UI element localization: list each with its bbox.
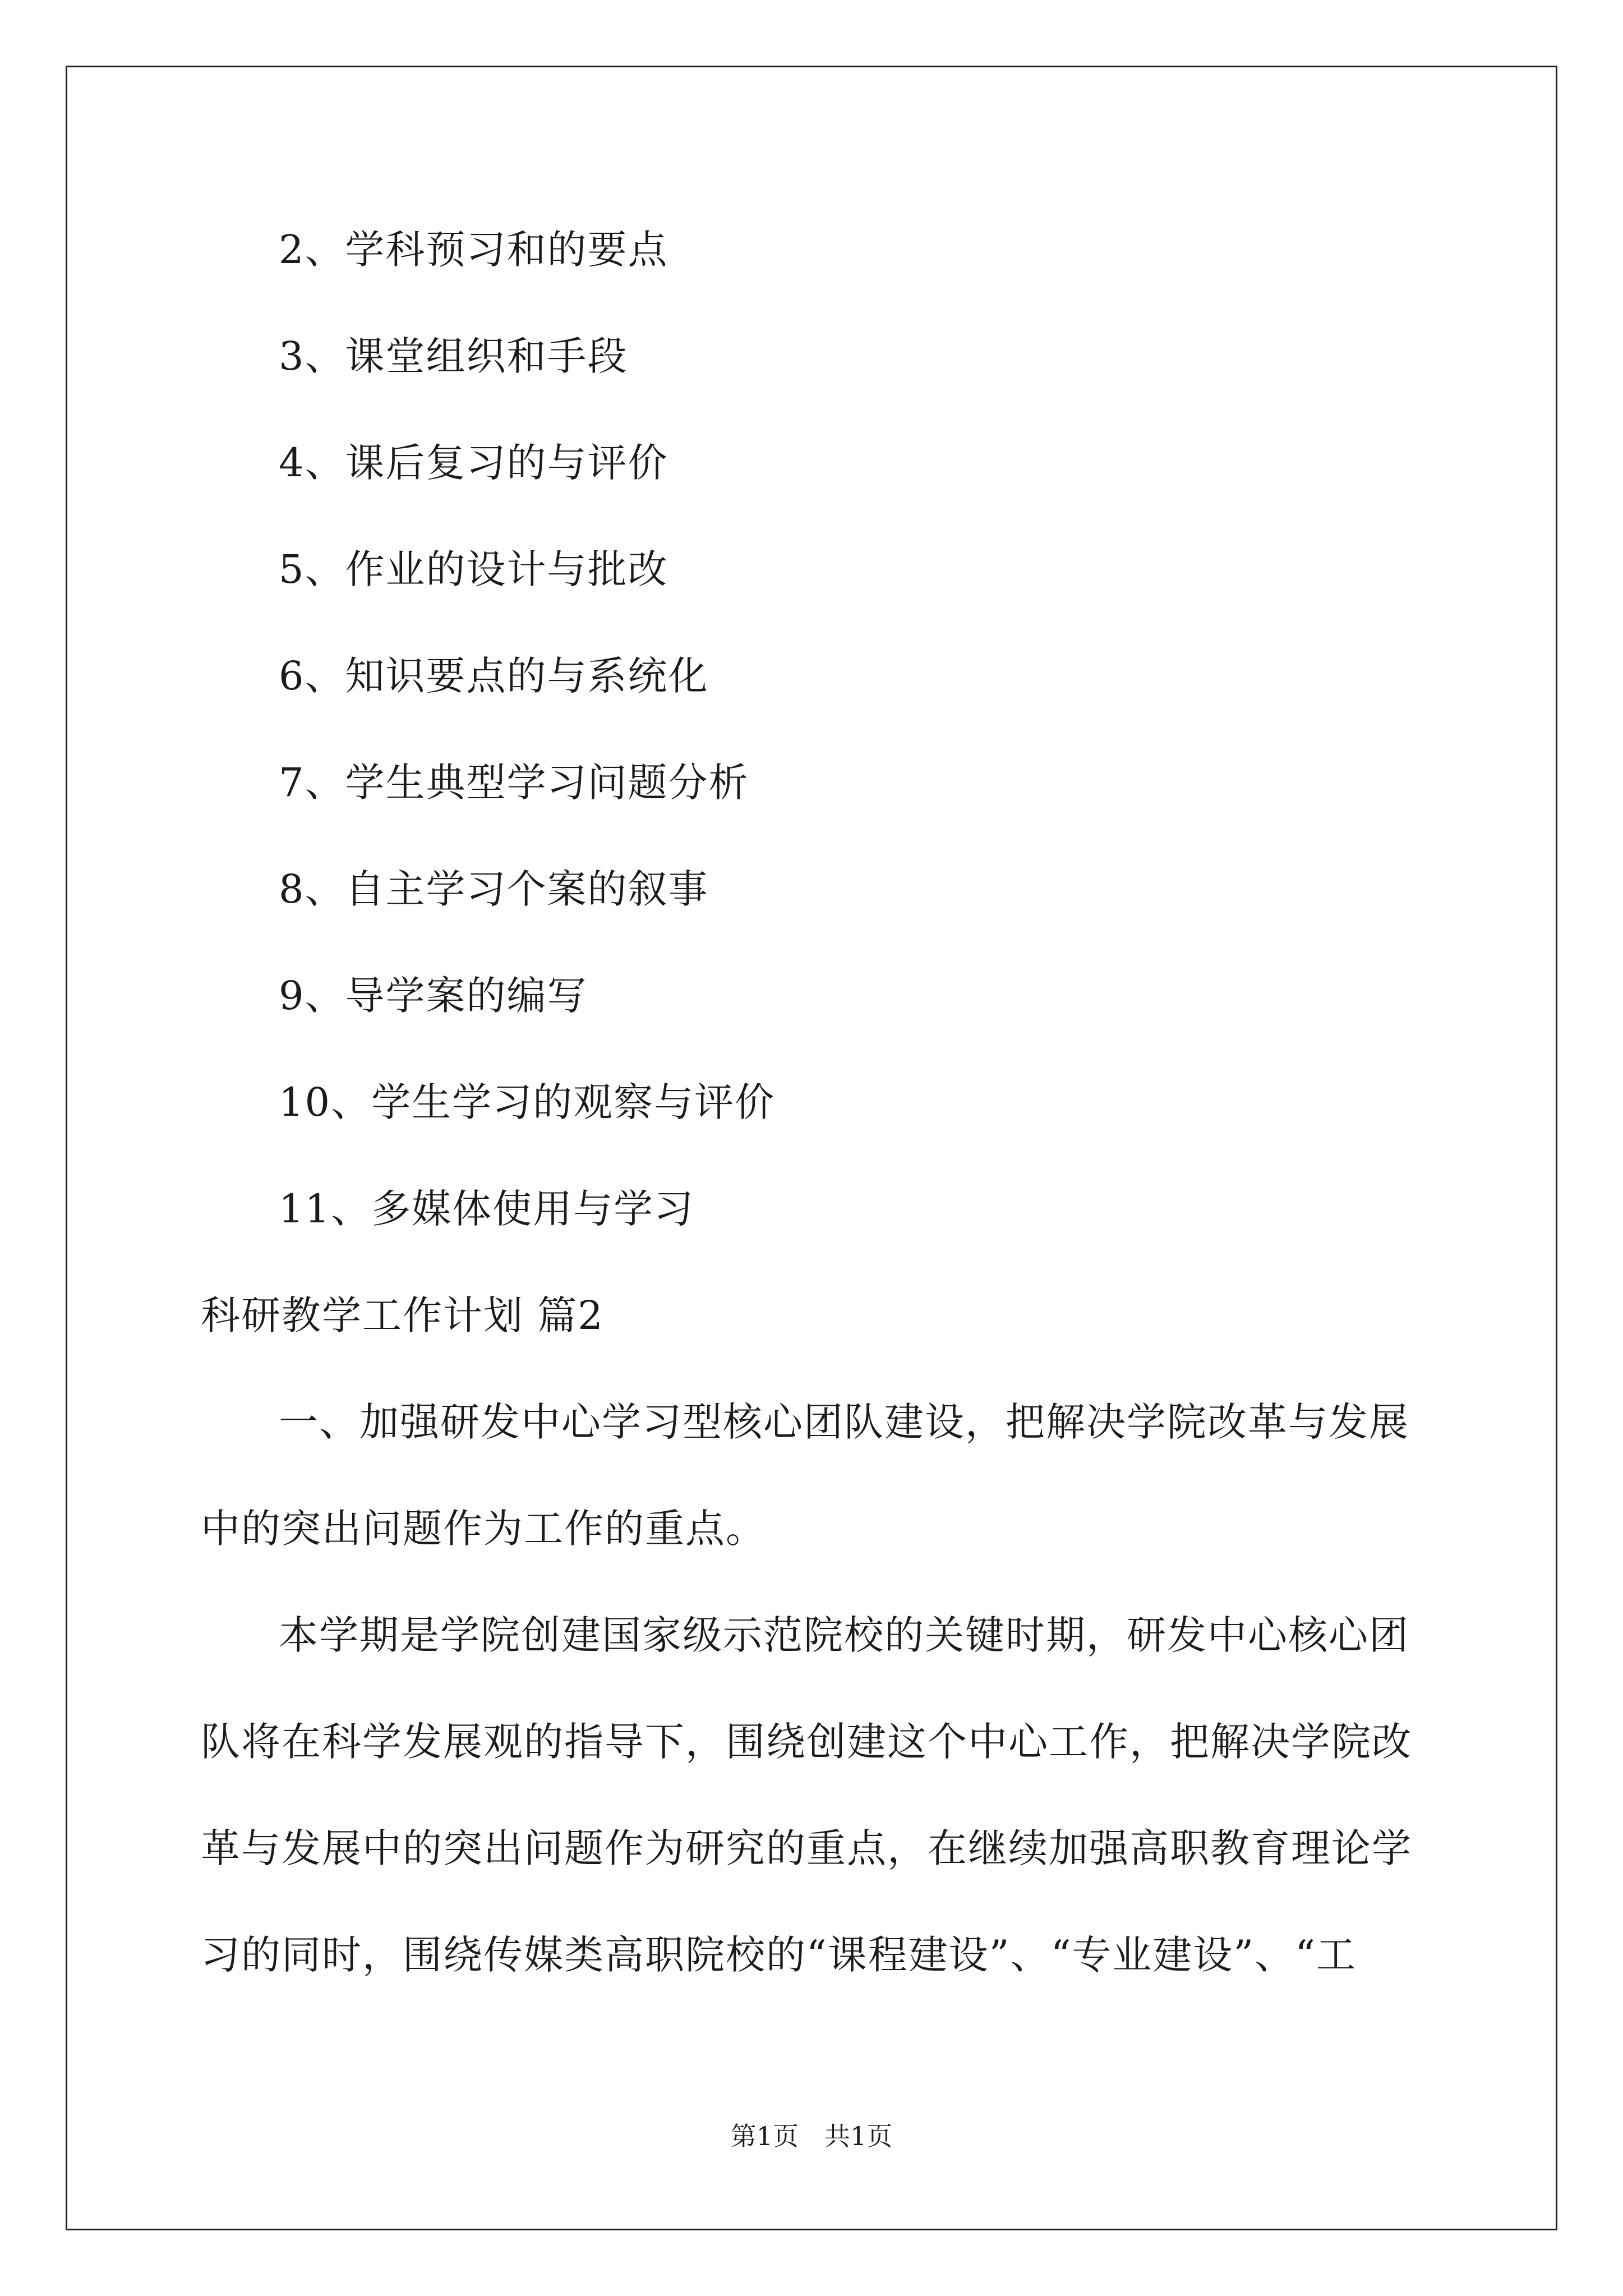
- paragraph-line: 习的同时，围绕传媒类高职院校的“课程建设”、“专业建设”、“工: [201, 1932, 1357, 1978]
- list-item: 8、自主学习个案的叙事: [279, 866, 709, 912]
- list-item: 6、知识要点的与系统化: [279, 653, 709, 699]
- paragraph-line: 本学期是学院创建国家级示范院校的关键时期，研发中心核心团: [279, 1612, 1409, 1658]
- page-border: [66, 66, 1557, 2230]
- list-item: 4、课后复习的与评价: [279, 440, 668, 486]
- paragraph-line: 一、加强研发中心学习型核心团队建设，把解决学院改革与发展: [279, 1399, 1409, 1445]
- list-item: 9、导学案的编写: [279, 973, 588, 1019]
- paragraph-line: 中的突出问题作为工作的重点。: [201, 1506, 766, 1552]
- section-heading: 科研教学工作计划 篇2: [201, 1292, 604, 1338]
- list-item: 10、学生学习的观察与评价: [279, 1079, 776, 1125]
- list-item: 7、学生典型学习问题分析: [279, 760, 749, 806]
- paragraph-line: 革与发展中的突出问题作为研究的重点，在继续加强高职教育理论学: [201, 1825, 1412, 1871]
- list-item: 5、作业的设计与批改: [279, 546, 668, 592]
- list-item: 11、多媒体使用与学习: [279, 1186, 695, 1232]
- list-item: 2、学科预习和的要点: [279, 227, 668, 273]
- paragraph-line: 队将在科学发展观的指导下，围绕创建这个中心工作，把解决学院改: [201, 1719, 1412, 1765]
- page-footer: 第1页 共1页: [730, 2121, 893, 2151]
- list-item: 3、课堂组织和手段: [279, 333, 628, 379]
